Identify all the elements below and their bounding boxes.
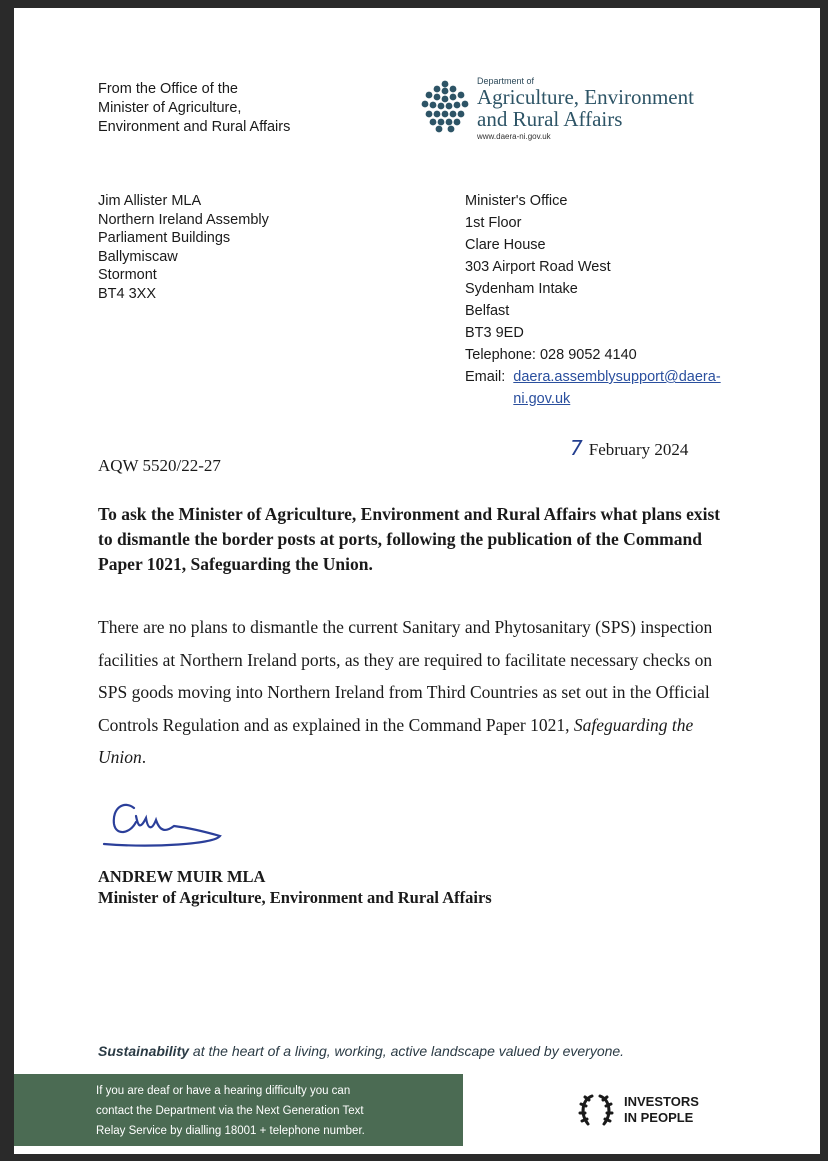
office-line: 303 Airport Road West bbox=[465, 259, 611, 275]
tagline-rest: at the heart of a living, working, active landscape valued by everyone. bbox=[189, 1043, 625, 1059]
answer-end: . bbox=[141, 747, 147, 767]
question-text: To ask the Minister of Agriculture, Environment and Rural Affairs what plans exist to dismantle the border posts at ports, following the publication of the Command Paper 1021, Safeguarding the Union. bbox=[98, 504, 721, 574]
office-line: Clare House bbox=[465, 237, 546, 253]
date-month-year: February 2024 bbox=[588, 440, 689, 459]
address-line: Ballymiscaw bbox=[98, 248, 178, 265]
iip-laurel-icon bbox=[574, 1090, 618, 1130]
address-line: BT4 3XX bbox=[98, 285, 157, 302]
signatory-block bbox=[98, 866, 492, 908]
office-address bbox=[465, 190, 721, 410]
address-line: Parliament Buildings bbox=[98, 230, 231, 246]
dept-website[interactable]: www.daera-ni.gov.uk bbox=[477, 132, 551, 141]
dept-name-line: and Rural Affairs bbox=[477, 107, 623, 131]
email-label: Email: bbox=[465, 369, 506, 385]
office-line: BT3 9ED bbox=[465, 325, 524, 341]
iip-line: INVESTORS bbox=[624, 1094, 699, 1109]
daera-logo-icon bbox=[420, 78, 470, 134]
email-link[interactable]: daera.assemblysupport@daera- bbox=[513, 369, 721, 385]
answer-text bbox=[98, 611, 738, 774]
from-office-block bbox=[98, 80, 290, 137]
telephone-line: Telephone: 028 9052 4140 bbox=[465, 347, 637, 363]
footer-tagline bbox=[98, 1043, 624, 1059]
email-row bbox=[465, 366, 721, 410]
office-line: Belfast bbox=[465, 303, 510, 319]
banner-line: Relay Service by dialling 18001 + telephone number. bbox=[96, 1125, 365, 1137]
office-line: Minister's Office bbox=[465, 193, 568, 209]
date-day-handwritten: 7 bbox=[570, 436, 583, 460]
department-logo-text bbox=[477, 76, 694, 141]
banner-line: contact the Department via the Next Generation Text bbox=[96, 1105, 364, 1117]
from-line: From the Office of the bbox=[98, 81, 238, 97]
letter-date bbox=[570, 436, 688, 460]
iip-text bbox=[624, 1094, 699, 1126]
answer-main: There are no plans to dismantle the current Sanitary and Phytosanitary (SPS) inspection facilities at Northern Ireland ports, as they are required to facilitate necessary checks on SPS goods moving into Northern Ireland from Third Countries as set out in the Official Controls Regulation and as explained in the Command Paper 1021, bbox=[98, 617, 713, 735]
office-line: 1st Floor bbox=[465, 215, 522, 231]
accessibility-banner bbox=[14, 1074, 463, 1146]
investors-in-people-logo bbox=[574, 1090, 699, 1130]
from-line: Environment and Rural Affairs bbox=[98, 119, 291, 135]
letter-page bbox=[14, 8, 820, 1154]
from-line: Minister of Agriculture, bbox=[98, 100, 242, 116]
signature-icon bbox=[94, 788, 234, 858]
address-line: Stormont bbox=[98, 267, 157, 283]
banner-line: If you are deaf or have a hearing difficulty you can bbox=[96, 1085, 351, 1097]
dept-name-line: Agriculture, Environment bbox=[477, 85, 694, 109]
address-line: Jim Allister MLA bbox=[98, 193, 202, 209]
address-line: Northern Ireland Assembly bbox=[98, 211, 269, 228]
office-line: Sydenham Intake bbox=[465, 281, 578, 297]
signatory-title: Minister of Agriculture, Environment and Rural Affairs bbox=[98, 888, 492, 907]
iip-line: IN PEOPLE bbox=[624, 1110, 694, 1125]
question-reference: AQW 5520/22-27 bbox=[98, 456, 221, 475]
recipient-address bbox=[98, 192, 269, 303]
signatory-name: ANDREW MUIR MLA bbox=[98, 867, 266, 886]
tagline-bold: Sustainability bbox=[98, 1043, 190, 1059]
email-link-cont[interactable]: ni.gov.uk bbox=[513, 391, 571, 407]
answer-italic-title: Safeguarding the Union bbox=[98, 714, 694, 767]
email-link-wrap bbox=[513, 366, 720, 410]
dept-small-label: Department of bbox=[477, 76, 535, 86]
